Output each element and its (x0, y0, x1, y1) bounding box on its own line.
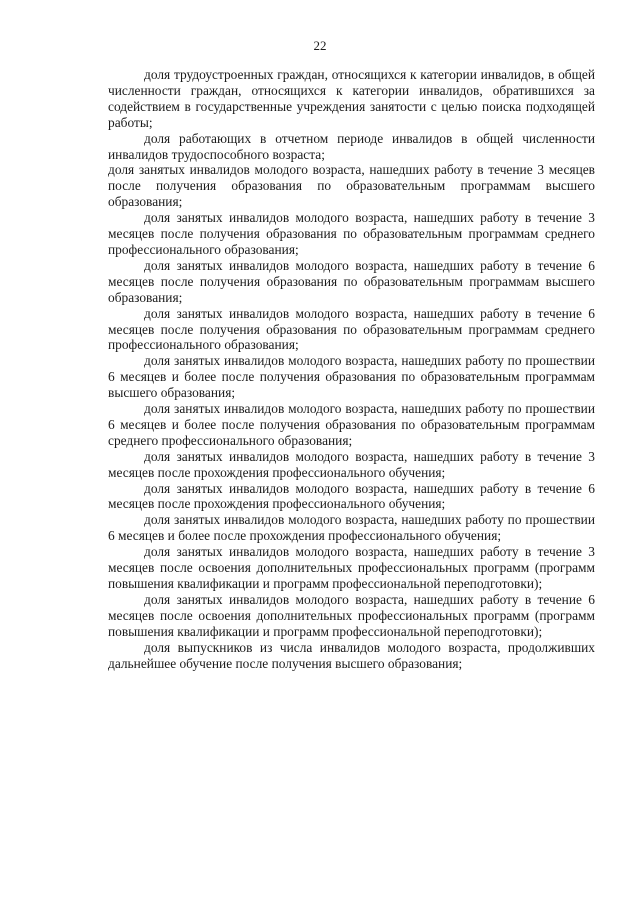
paragraph: доля занятых инвалидов молодого возраста, нашедших работу по прошествии 6 месяцев и более после получения образования по образовательным программам высшего образования; (108, 353, 595, 401)
paragraph: доля выпускников из числа инвалидов молодого возраста, продолживших дальнейшее обучение после получения высшего образования; (108, 639, 595, 671)
paragraph: доля занятых инвалидов молодого возраста, нашедших работу в течение 3 месяцев после получения образования по образовательным программам высшего образования; (108, 162, 595, 210)
paragraph: доля занятых инвалидов молодого возраста, нашедших работу в течение 6 месяцев после получения образования по образовательным программам среднего профессионального образования; (108, 305, 595, 353)
paragraph: доля работающих в отчетном периоде инвалидов в общей численности инвалидов трудоспособного возраста; (108, 130, 595, 162)
document-body (108, 67, 595, 671)
paragraph: доля занятых инвалидов молодого возраста, нашедших работу в течение 6 месяцев после прохождения профессионального обучения; (108, 480, 595, 512)
paragraph: доля занятых инвалидов молодого возраста, нашедших работу по прошествии 6 месяцев и более после получения образования по образовательным программам среднего профессионального образования; (108, 401, 595, 448)
paragraph: доля занятых инвалидов молодого возраста, нашедших работу по прошествии 6 месяцев и более после прохождения профессионального обучения; (108, 512, 595, 544)
paragraph: доля трудоустроенных граждан, относящихся к категории инвалидов, в общей численности граждан, относящихся к категории инвалидов, обратившихся за содействием в государственные учреждения занятости с целью поиска подходящей работы; (108, 67, 595, 130)
page-number: 22 (313, 38, 327, 53)
paragraph: доля занятых инвалидов молодого возраста, нашедших работу в течение 6 месяцев после освоения дополнительных профессиональных программ (программ повышения квалификации и программ профессиональной переподготовки); (108, 591, 595, 639)
paragraph: доля занятых инвалидов молодого возраста, нашедших работу в течение 6 месяцев после получения образования по образовательным программам высшего образования; (108, 257, 595, 305)
paragraph: доля занятых инвалидов молодого возраста, нашедших работу в течение 3 месяцев после прохождения профессионального обучения; (108, 448, 595, 480)
paragraph: доля занятых инвалидов молодого возраста, нашедших работу в течение 3 месяцев после освоения дополнительных профессиональных программ (программ повышения квалификации и программ профессиональной переподготовки); (108, 544, 595, 591)
paragraph: доля занятых инвалидов молодого возраста, нашедших работу в течение 3 месяцев после получения образования по образовательным программам среднего профессионального образования; (108, 210, 595, 257)
